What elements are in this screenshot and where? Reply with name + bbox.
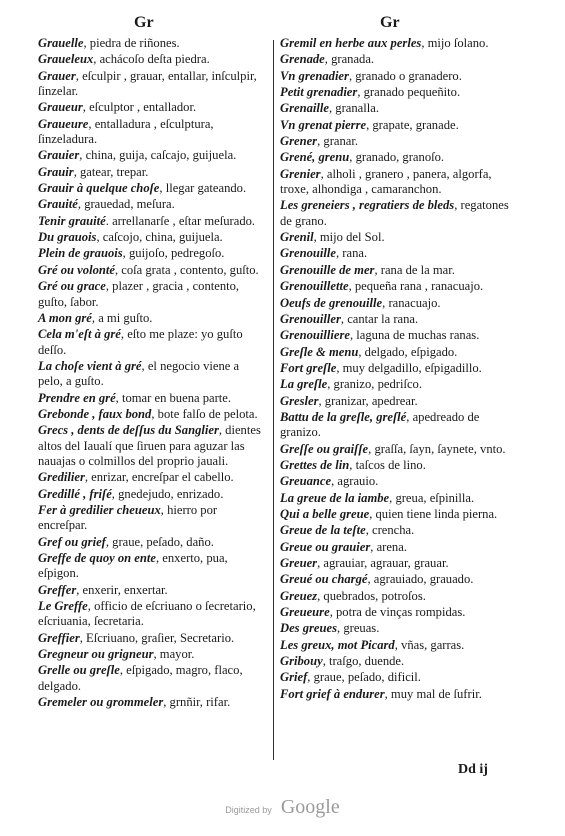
dictionary-entry	[280, 361, 520, 376]
entry-definition: , agrauiado, grauado.	[367, 572, 474, 587]
entry-headword: Gredilier	[38, 470, 85, 485]
entry-definition: , granada.	[324, 52, 375, 67]
entry-definition: , granado o granadero.	[348, 68, 462, 83]
watermark-digitized-by: Digitized by	[225, 805, 272, 815]
entry-definition: , taſcos de lino.	[349, 457, 426, 472]
dictionary-entry	[38, 263, 266, 278]
dictionary-entry	[280, 458, 520, 473]
entry-headword: Grauier	[38, 148, 80, 163]
entry-headword: Grenouille de mer	[280, 262, 375, 277]
dictionary-entry	[280, 638, 520, 653]
entry-headword: Graueur	[38, 100, 83, 115]
entry-definition: , traſgo, duende.	[322, 654, 405, 669]
entry-definition: , granado pequeñito.	[357, 85, 461, 100]
entry-definition: , quebrados, potroſos.	[317, 588, 426, 603]
entry-headword: Grené, grenu	[280, 150, 350, 165]
dictionary-entry	[280, 589, 520, 604]
dictionary-entry	[38, 407, 266, 422]
entry-definition: , entalladura , eſculptura, ſinzeladura.	[38, 116, 214, 147]
entry-definition: , grapate, granade.	[366, 117, 459, 132]
dictionary-entry	[280, 246, 520, 261]
entry-definition: , mijo ſolano.	[421, 36, 489, 50]
entry-definition: , ranacuajo.	[382, 295, 441, 310]
dictionary-entry	[38, 327, 266, 358]
dictionary-entry	[38, 230, 266, 245]
entry-headword: La greue de la iambe	[280, 490, 390, 505]
entry-headword: Greffe de quoy on ente	[38, 551, 156, 565]
entry-definition: , cantar la rana.	[340, 311, 419, 326]
dictionary-entry	[38, 181, 266, 196]
entry-headword: Gré ou volonté	[38, 262, 115, 277]
entry-definition: , gatear, trepar.	[73, 164, 149, 179]
entry-definition: , agrauiar, agrauar, grauar.	[317, 556, 449, 570]
entry-headword: Cela m'eſt à gré	[38, 327, 121, 342]
entry-headword: Grenouilliere	[280, 328, 350, 343]
entry-headword: Greueure	[280, 605, 330, 620]
entry-headword: Les greux, mot Picard	[280, 637, 395, 652]
dictionary-entry	[38, 148, 266, 163]
entry-headword: Gregneur ou grigneur	[38, 647, 154, 662]
dictionary-entry	[38, 647, 266, 662]
entry-headword: Greuance	[280, 474, 332, 489]
entry-headword: Grenouillette	[280, 279, 349, 294]
entry-headword: Du grauois	[38, 230, 97, 245]
entry-headword: Qui a belle greue	[280, 506, 370, 521]
dictionary-entry	[280, 654, 520, 669]
dictionary-entry	[280, 377, 520, 392]
dictionary-entry	[280, 345, 520, 360]
dictionary-entry	[280, 52, 520, 67]
entry-definition: , arena.	[370, 539, 407, 554]
entry-headword: Grauir à quelque choſe	[38, 181, 160, 196]
dictionary-entry	[280, 263, 520, 278]
dictionary-entry	[280, 540, 520, 555]
dictionary-entry	[280, 605, 520, 620]
entry-definition: , muy delgadillo, eſpigadillo.	[336, 360, 482, 375]
dictionary-entry	[38, 487, 266, 502]
entry-headword: Grauir	[38, 164, 74, 179]
dictionary-entry	[38, 36, 266, 51]
dictionary-entry	[280, 507, 520, 522]
entry-headword: Battu de la greſle, greſlé	[280, 409, 407, 424]
entry-definition: , muy mal de ſufrir.	[384, 686, 482, 701]
entry-definition: , rana.	[335, 246, 368, 261]
entry-headword: Vn grenadier	[280, 68, 349, 83]
entry-headword: Grenil	[280, 230, 314, 245]
dictionary-entry	[38, 503, 266, 534]
entry-headword: Grenouille	[280, 246, 336, 261]
entry-definition: , eſculptor , entallador.	[82, 100, 197, 115]
dictionary-entry	[280, 230, 520, 245]
dictionary-entry	[280, 670, 520, 685]
dictionary-entry	[280, 394, 520, 409]
entry-headword: Greuer	[280, 556, 318, 570]
dictionary-entry	[38, 165, 266, 180]
entry-definition: , delgado, eſpigado.	[358, 344, 458, 359]
entry-definition: , regatones de grano.	[280, 198, 509, 228]
entry-definition: , greuas.	[337, 621, 380, 636]
entry-headword: A mon gré	[38, 310, 92, 325]
dictionary-entry	[38, 663, 266, 694]
entry-headword: Fer à gredilier cheueux	[38, 502, 161, 517]
entry-headword: Grettes de lin	[280, 457, 350, 472]
entry-definition: , graue, peſado, dificil.	[307, 670, 421, 685]
entry-definition: , china, guija, caſcajo, guijuela.	[79, 148, 237, 163]
entry-headword: Gresler	[280, 393, 319, 408]
dictionary-entry	[38, 100, 266, 115]
dictionary-entry	[280, 572, 520, 587]
entry-definition: , alholi , granero , panera, algorfa, troxe, alhondiga , camaranchon.	[280, 166, 492, 197]
entry-definition: , eſpigado, magro, flaco, delgado.	[38, 663, 243, 693]
entry-headword: Graueure	[38, 116, 89, 131]
entry-headword: Greue ou grauier	[280, 539, 371, 554]
entry-definition: , mayor.	[153, 647, 195, 662]
entry-headword: Greue de la teſte	[280, 523, 366, 538]
dictionary-entry	[280, 167, 520, 198]
dictionary-entry	[38, 279, 266, 310]
entry-definition: , crencha.	[365, 523, 415, 538]
left-column	[38, 36, 266, 711]
entry-definition: , guijoſo, pedregoſo.	[122, 246, 225, 261]
entry-definition: , potra de vinças rompidas.	[329, 605, 466, 620]
entry-definition: , vñas, garras.	[394, 637, 465, 652]
dictionary-entry	[280, 328, 520, 343]
entry-headword: Prendre en gré	[38, 390, 116, 405]
dictionary-entry	[38, 214, 266, 229]
dictionary-entry	[38, 311, 266, 326]
entry-definition: , achácoſo deſta piedra.	[93, 52, 210, 67]
dictionary-entry	[280, 279, 520, 294]
dictionary-entry	[38, 423, 266, 469]
entry-definition: , plazer , gracia , contento, guſto, ſabor.	[38, 279, 240, 309]
entry-headword: Gredillé , friſé	[38, 486, 112, 501]
entry-headword: Tenir grauité	[38, 213, 106, 228]
entry-definition: , llegar gateando.	[159, 181, 247, 196]
entry-headword: Le Greffe	[38, 599, 88, 614]
dictionary-entry	[280, 118, 520, 133]
entry-headword: Grauelle	[38, 36, 84, 50]
entry-headword: Grecs , dents de deſſus du Sanglier	[38, 423, 219, 438]
entry-definition: , dientes altos del Iaualí que ſiruen para aguzar las nauajas o colmillos del proprio jauali.	[38, 423, 261, 468]
entry-headword: Grenade	[280, 52, 325, 67]
dictionary-entry	[280, 69, 520, 84]
entry-headword: Grenier	[280, 166, 321, 181]
entry-definition: , rana de la mar.	[374, 262, 455, 277]
entry-definition: , enxerir, enxertar.	[76, 582, 168, 597]
dictionary-entry	[280, 150, 520, 165]
dictionary-entry	[38, 391, 266, 406]
entry-headword: Grauité	[38, 197, 78, 212]
entry-headword: Grenouiller	[280, 311, 341, 326]
entry-definition: , gnedejudo, enrizado.	[111, 486, 224, 501]
entry-headword: Des greues	[280, 621, 338, 636]
entry-headword: Greuez	[280, 588, 318, 603]
entry-headword: Gremeler ou grommeler	[38, 695, 164, 710]
dictionary-entry	[280, 442, 520, 457]
entry-definition: , laguna de muchas ranas.	[349, 328, 480, 343]
dictionary-entry	[280, 101, 520, 116]
dictionary-entry	[38, 246, 266, 261]
entry-definition: , caſcojo, china, guijuela.	[96, 230, 223, 245]
dictionary-entry	[38, 551, 266, 582]
dictionary-entry	[280, 296, 520, 311]
entry-definition: , granizar, apedrear.	[318, 393, 418, 408]
entry-definition: , eſto me plaze: yo guſto deſſo.	[38, 327, 243, 357]
entry-definition: , Eſcriuano, graſier, Secretario.	[79, 630, 235, 645]
entry-headword: Grauer	[38, 68, 76, 83]
running-head-left: Gr	[134, 14, 154, 31]
dictionary-entry	[280, 687, 520, 702]
entry-definition: , el negocio viene a pelo, a guſto.	[38, 358, 240, 389]
entry-headword: Petit grenadier	[280, 85, 358, 100]
dictionary-entry	[280, 36, 520, 51]
entry-definition: , grnñir, rifar.	[163, 695, 231, 710]
dictionary-entry	[280, 621, 520, 636]
dictionary-entry	[38, 117, 266, 148]
entry-definition: , granizo, pedriſco.	[327, 377, 422, 392]
dictionary-entry	[280, 474, 520, 489]
entry-definition: , enrizar, encreſpar el cabello.	[84, 470, 234, 485]
entry-headword: Gribouy	[280, 654, 323, 669]
entry-headword: Grebonde , faux bond	[38, 406, 152, 421]
entry-definition: . arrellanarſe , eſtar meſurado.	[105, 213, 256, 228]
entry-headword: Grener	[280, 134, 318, 149]
entry-definition: , granalla.	[328, 101, 379, 116]
entry-definition: , tomar en buena parte.	[115, 390, 232, 405]
dictionary-entry	[38, 52, 266, 67]
entry-headword: Fort grief à endurer	[280, 686, 385, 701]
dictionary-entry	[280, 198, 520, 229]
entry-headword: Fort greſle	[280, 360, 337, 375]
entry-headword: Greffier	[38, 630, 80, 645]
dictionary-entry	[38, 359, 266, 390]
dictionary-entry	[38, 197, 266, 212]
entry-definition: , coſa grata , contento, guſto.	[114, 262, 259, 277]
entry-definition: , piedra de riñones.	[83, 36, 180, 50]
dictionary-entry	[280, 85, 520, 100]
entry-headword: Grief	[280, 670, 308, 685]
dictionary-entry	[38, 599, 266, 630]
entry-definition: , officio de eſcriuano o ſecretario, eſcriuania, ſecretaria.	[38, 599, 256, 629]
entry-headword: Greffer	[38, 582, 77, 597]
entry-headword: Greué ou chargé	[280, 572, 368, 587]
entry-headword: Greſle & menu	[280, 344, 359, 359]
dictionary-entry	[38, 631, 266, 646]
dictionary-entry	[38, 583, 266, 598]
dictionary-entry	[280, 312, 520, 327]
entry-definition: , apedreado de granizo.	[280, 409, 480, 440]
dictionary-entry	[38, 69, 266, 100]
dictionary-entry	[280, 134, 520, 149]
entry-headword: Grenaille	[280, 101, 329, 116]
dictionary-entry	[38, 695, 266, 710]
entry-headword: Vn grenat pierre	[280, 117, 367, 132]
entry-definition: , bote falſo de pelota.	[151, 406, 258, 421]
column-divider	[273, 40, 274, 760]
entry-definition: , greua, eſpinilla.	[389, 490, 475, 505]
google-logo: Google	[280, 796, 340, 818]
dictionary-entry	[38, 535, 266, 550]
entry-headword: Grelle ou greſle	[38, 663, 120, 678]
entry-definition: , enxerto, pua, eſpigon.	[38, 551, 228, 581]
entry-headword: Greſſe ou graiſſe	[280, 441, 369, 456]
running-head-right: Gr	[380, 14, 400, 31]
entry-definition: , mijo del Sol.	[313, 230, 385, 245]
entry-definition: , graue, peſado, daño.	[105, 534, 214, 549]
digitization-watermark	[0, 796, 565, 819]
signature-mark: Dd ij	[458, 762, 488, 777]
entry-definition: , agrauio.	[331, 474, 379, 489]
entry-headword: Graueleux	[38, 52, 94, 67]
entry-definition: , hierro por encreſpar.	[38, 502, 218, 533]
entry-definition: , eſculpir , grauar, entallar, inſculpir, ſinzelar.	[38, 68, 257, 99]
entry-definition: , grauedad, meſura.	[77, 197, 175, 212]
dictionary-entry	[280, 523, 520, 538]
entry-definition: , a mi guſto.	[91, 310, 153, 325]
entry-definition: , granado, granoſo.	[349, 150, 445, 165]
dictionary-entry	[280, 556, 520, 571]
entry-definition: , quien tiene linda pierna.	[369, 506, 498, 521]
entry-headword: La greſle	[280, 377, 328, 392]
dictionary-entry	[38, 470, 266, 485]
entry-definition: , pequeña rana , ranacuajo.	[348, 279, 484, 294]
entry-headword: Plein de grauois	[38, 246, 123, 261]
entry-definition: , graſſa, ſayn, ſaynete, vnto.	[368, 441, 506, 456]
right-column	[280, 36, 520, 703]
dictionary-entry	[280, 410, 520, 441]
entry-headword: La choſe vient à gré	[38, 358, 142, 373]
entry-definition: , granar.	[317, 134, 359, 149]
entry-headword: Gremil en herbe aux perles	[280, 36, 422, 50]
entry-headword: Les greneiers , regratiers de bleds	[280, 198, 455, 213]
entry-headword: Gré ou grace	[38, 279, 106, 294]
dictionary-entry	[280, 491, 520, 506]
entry-headword: Oeufs de grenouille	[280, 295, 383, 310]
entry-headword: Gref ou grief	[38, 534, 106, 549]
